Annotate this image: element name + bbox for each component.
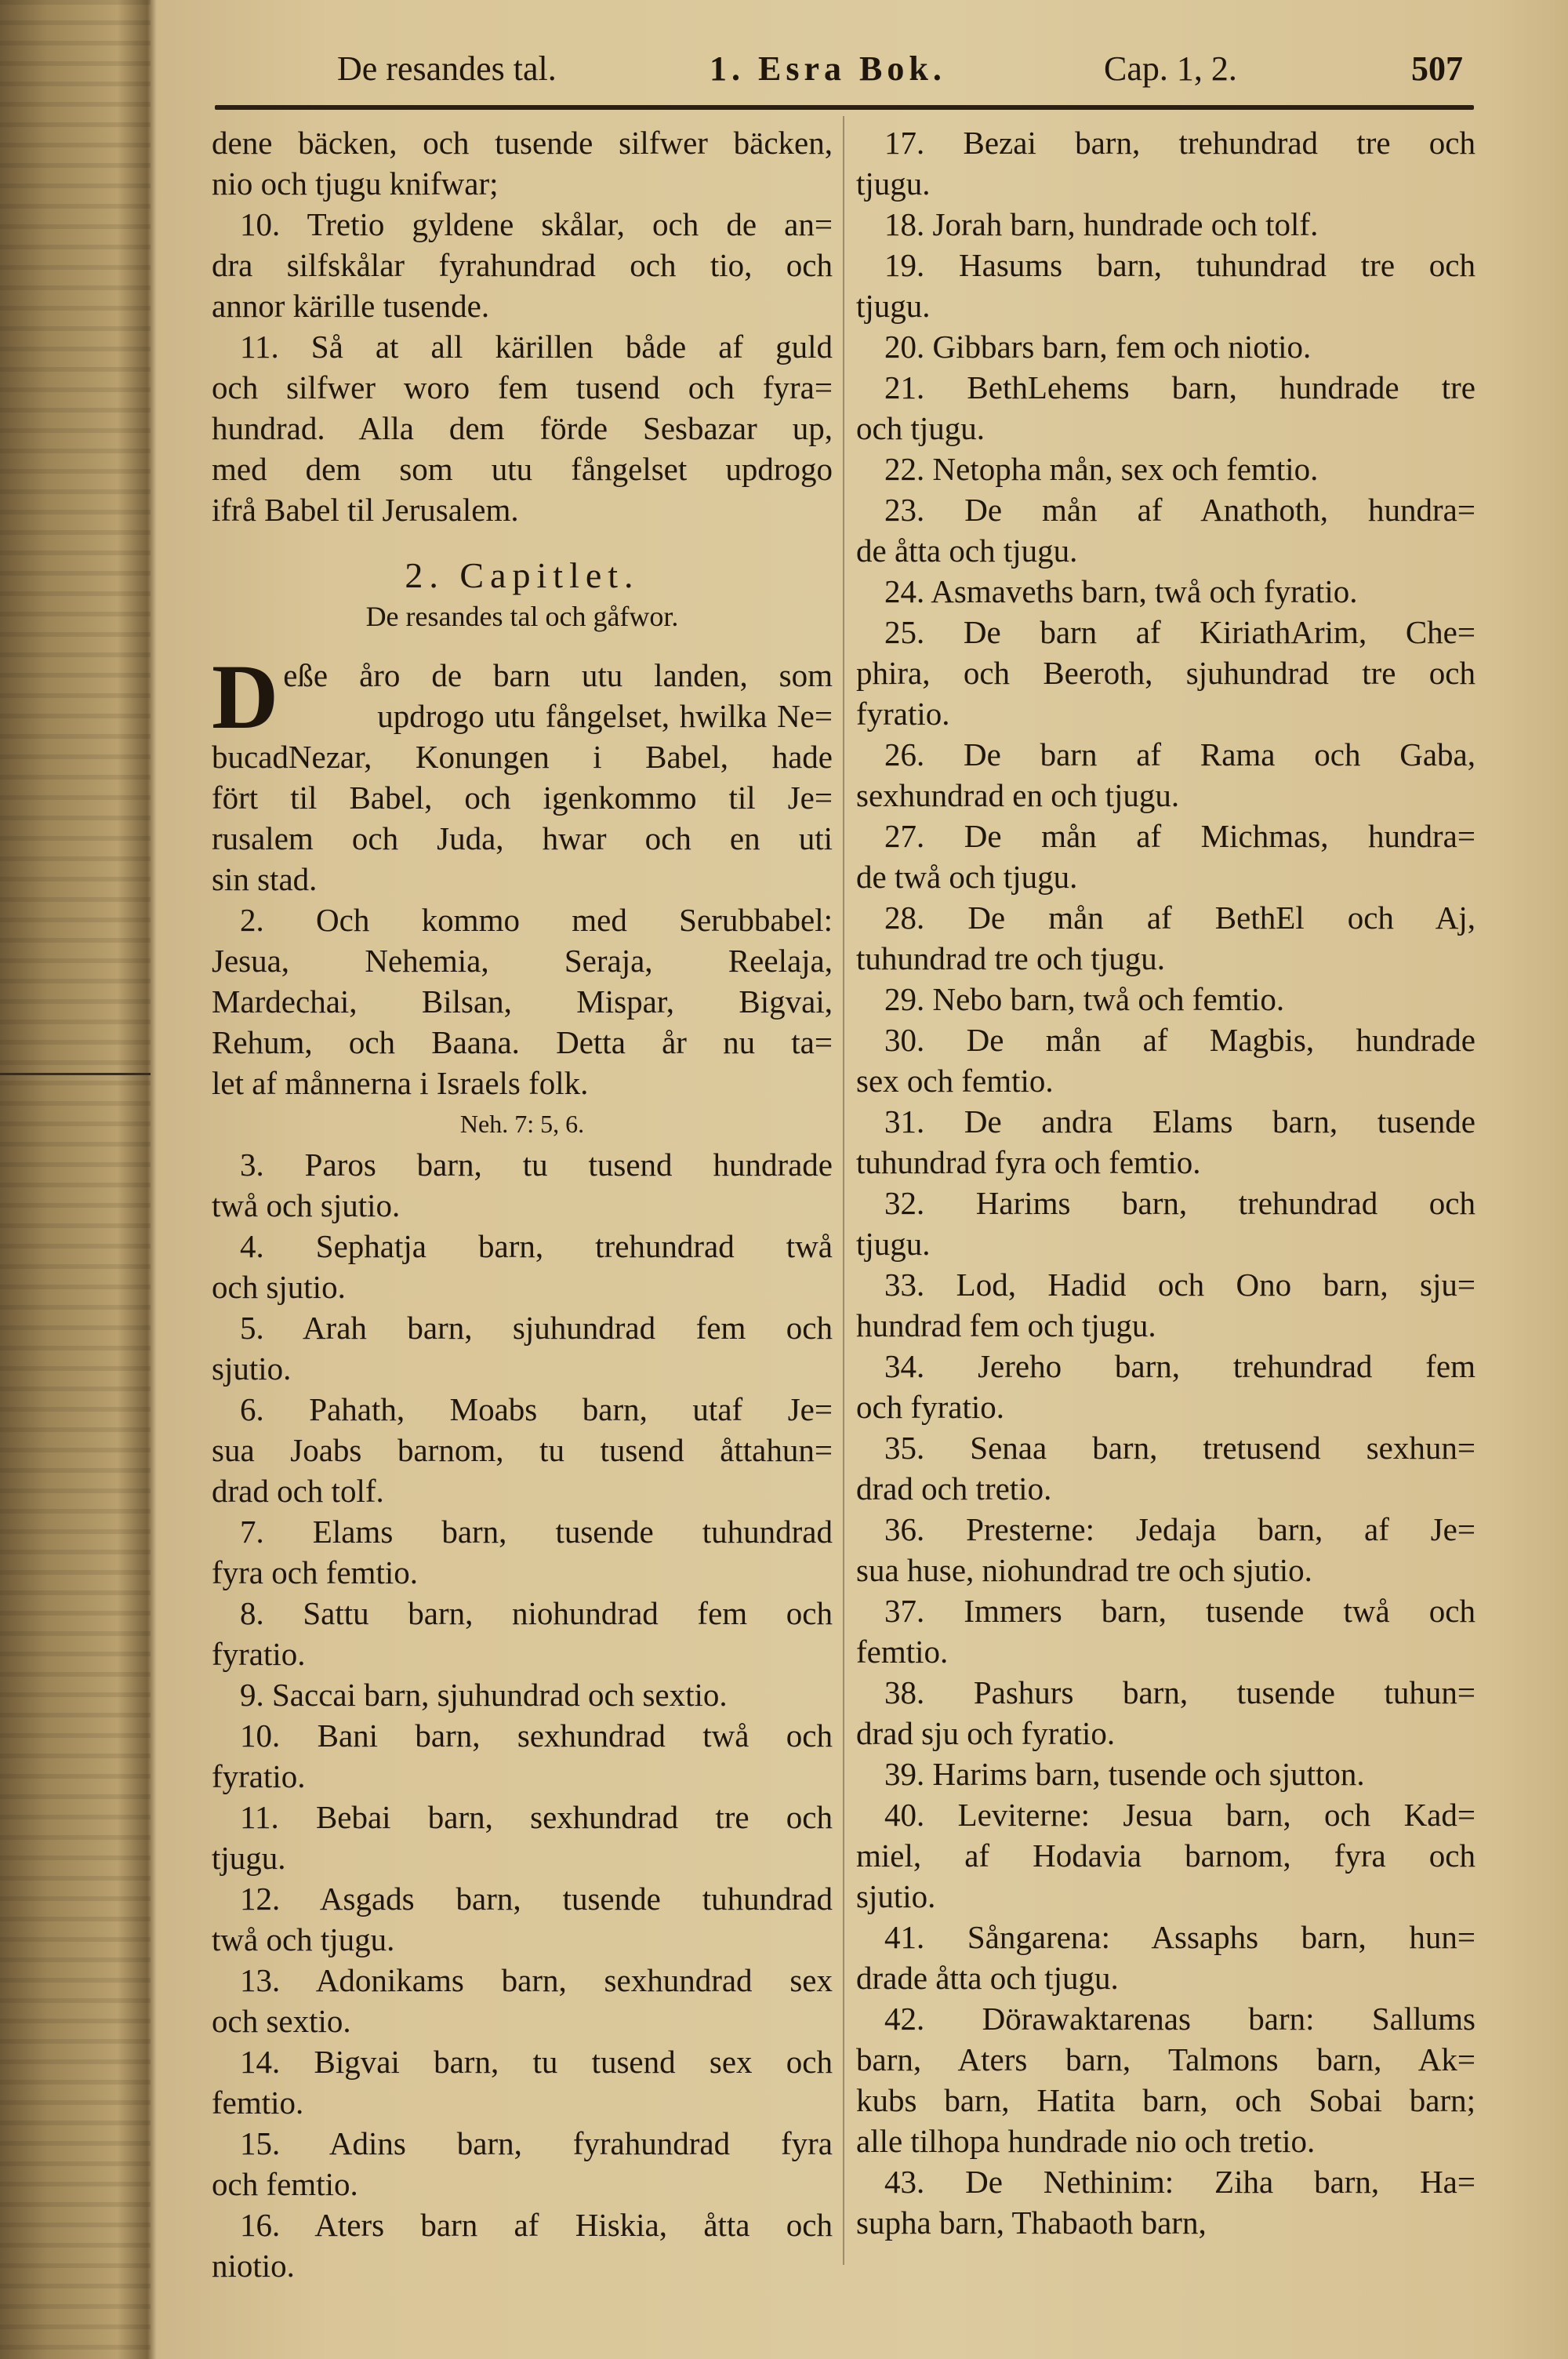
running-title: De resandes tal. [337, 49, 557, 88]
text-line: 31. De andra Elams barn, tusende [884, 1103, 1475, 1140]
header-rule [215, 105, 1474, 110]
chapter-heading: 2. Capitlet. [405, 555, 640, 595]
chapter-summary: De resandes tal och gåfwor. [365, 601, 679, 632]
text-line: hundrad. Alla dem förde Sesbazar up, [212, 410, 833, 446]
text-line: 37. Immers barn, tusende twå och [884, 1593, 1475, 1629]
text-line: och sextio. [212, 2003, 351, 2039]
text-line: 2. Och kommo med Serubbabel: [240, 902, 833, 938]
text-line: 40. Leviterne: Jesua barn, och Kad= [884, 1797, 1475, 1833]
text-line: 5. Arah barn, sjuhundrad fem och [240, 1310, 833, 1346]
previous-page-rule [0, 1073, 151, 1075]
text-line: ifrå Babel til Jerusalem. [212, 492, 519, 528]
text-line: kubs barn, Hatita barn, och Sobai barn; [856, 2082, 1475, 2118]
text-line: 18. Jorah barn, hundrade och tolf. [884, 206, 1319, 242]
text-line: och tjugu. [856, 410, 985, 446]
text-line: fyra och femtio. [212, 1554, 418, 1590]
text-line: 10. Bani barn, sexhundrad twå och [240, 1717, 833, 1754]
left-column-top [212, 122, 833, 530]
text-line: rusalem och Juda, hwar och en uti [212, 820, 833, 856]
text-line: eße åro de barn utu landen, som [283, 657, 833, 693]
text-line: Mardechai, Bilsan, Mispar, Bigvai, [212, 983, 833, 1020]
text-line: 6. Pahath, Moabs barn, utaf Je= [240, 1391, 833, 1427]
column-divider [843, 116, 844, 2265]
text-line: sua Joabs barnom, tu tusend åttahun= [212, 1432, 833, 1468]
text-line: tjugu. [856, 288, 931, 324]
text-line: fyratio. [856, 696, 950, 732]
text-line: drad och tretio. [856, 1470, 1052, 1507]
text-line: femtio. [212, 2085, 304, 2121]
text-line: drad och tolf. [212, 1473, 384, 1509]
text-line: updrogo utu fångelset, hwilka Ne= [377, 698, 833, 734]
text-line: barn, Aters barn, Talmons barn, Ak= [856, 2041, 1475, 2077]
text-line: dene bäcken, och tusende silfwer bäcken, [212, 125, 833, 161]
book-title: 1. Esra Bok. [710, 49, 946, 88]
text-line: niotio. [212, 2248, 295, 2284]
text-line: sex och femtio. [856, 1063, 1054, 1099]
text-line: miel, af Hodavia barnom, fyra och [856, 1837, 1475, 1874]
text-line: 3. Paros barn, tu tusend hundrade [240, 1147, 833, 1183]
text-line: dra silfskålar fyrahundrad och tio, och [212, 247, 833, 283]
text-line: med dem som utu fångelset updrogo [212, 451, 833, 487]
text-line: supha barn, Thabaoth barn, [856, 2205, 1207, 2241]
text-line: tjugu. [856, 165, 931, 202]
text-line: 20. Gibbars barn, fem och niotio. [884, 329, 1312, 365]
text-line: 7. Elams barn, tusende tuhundrad [240, 1514, 833, 1550]
text-line: och silfwer woro fem tusend och fyra= [212, 369, 833, 405]
text-line: fyratio. [212, 1758, 306, 1794]
text-line: 29. Nebo barn, twå och femtio. [884, 981, 1285, 1017]
text-line: 43. De Nethinim: Ziha barn, Ha= [884, 2164, 1475, 2200]
text-line: nio och tjugu knifwar; [212, 165, 499, 202]
text-line: let af månnerna i Israels folk. [212, 1065, 589, 1101]
text-line: 25. De barn af KiriathArim, Che= [884, 614, 1475, 650]
right-column [856, 122, 1475, 2243]
text-line: 8. Sattu barn, niohundrad fem och [240, 1595, 833, 1631]
text-line: hundrad fem och tjugu. [856, 1307, 1156, 1343]
text-line: 34. Jereho barn, trehundrad fem [884, 1348, 1475, 1384]
chapter-body-a [212, 645, 833, 1103]
text-line: 22. Netopha mån, sex och femtio. [884, 451, 1319, 487]
text-line: 33. Lod, Hadid och Ono barn, sju= [884, 1267, 1475, 1303]
text-line: 26. De barn af Rama och Gaba, [884, 736, 1475, 772]
text-line: och sjutio. [212, 1269, 346, 1305]
chapter-range: Cap. 1, 2. [1104, 49, 1237, 88]
text-line: bucadNezar, Konungen i Babel, hade [212, 739, 833, 775]
text-line: drade åtta och tjugu. [856, 1960, 1119, 1996]
text-line: 19. Hasums barn, tuhundrad tre och [884, 247, 1475, 283]
text-line: 11. Bebai barn, sexhundrad tre och [240, 1799, 833, 1835]
chapter-body-b [212, 1144, 833, 2286]
text-line: annor kärille tusende. [212, 288, 490, 324]
text-line: 10. Tretio gyldene skålar, och de an= [240, 206, 833, 242]
text-line: 11. Så at all kärillen både af guld [240, 329, 833, 365]
text-line: tuhundrad tre och tjugu. [856, 940, 1165, 976]
text-line: 9. Saccai barn, sjuhundrad och sextio. [240, 1677, 728, 1713]
text-line: fyratio. [212, 1636, 306, 1672]
text-line: 15. Adins barn, fyrahundrad fyra [240, 2125, 833, 2161]
text-line: de åtta och tjugu. [856, 533, 1078, 569]
text-line: och fyratio. [856, 1389, 1004, 1425]
text-line: 17. Bezai barn, trehundrad tre och [884, 125, 1475, 161]
text-line: 32. Harims barn, trehundrad och [884, 1185, 1475, 1221]
text-line: sjutio. [212, 1350, 292, 1387]
cross-reference: Neh. 7: 5, 6. [459, 1110, 585, 1138]
page-number: 507 [1411, 49, 1463, 88]
text-line: sexhundrad en och tjugu. [856, 777, 1180, 813]
text-line: 12. Asgads barn, tusende tuhundrad [240, 1881, 833, 1917]
text-line: 27. De mån af Michmas, hundra= [884, 818, 1475, 854]
text-line: sin stad. [212, 861, 318, 897]
text-line: sua huse, niohundrad tre och sjutio. [856, 1552, 1312, 1588]
text-line: 36. Presterne: Jedaja barn, af Je= [884, 1511, 1475, 1547]
text-line: 42. Dörawaktarenas barn: Sallums [884, 2001, 1475, 2037]
text-line: tuhundrad fyra och femtio. [856, 1144, 1201, 1180]
drop-cap: D [212, 645, 279, 748]
text-line: drad sju och fyratio. [856, 1715, 1116, 1751]
text-line: 14. Bigvai barn, tu tusend sex och [240, 2044, 833, 2080]
text-line: fört til Babel, och igenkommo til Je= [212, 780, 833, 816]
text-line: 30. De mån af Magbis, hundrade [884, 1022, 1475, 1058]
text-line: tjugu. [212, 1840, 286, 1876]
text-line: sjutio. [856, 1878, 936, 1914]
text-line: femtio. [856, 1634, 949, 1670]
text-line: phira, och Beeroth, sjuhundrad tre och [856, 655, 1475, 691]
text-line: 24. Asmaveths barn, twå och fyratio. [884, 573, 1358, 609]
text-line: tjugu. [856, 1226, 931, 1262]
text-line: Rehum, och Baana. Detta år nu ta= [212, 1024, 833, 1060]
text-line: och femtio. [212, 2166, 358, 2202]
text-line: twå och sjutio. [212, 1187, 401, 1223]
text-line: 28. De mån af BethEl och Aj, [884, 900, 1475, 936]
text-line: 16. Aters barn af Hiskia, åtta och [240, 2207, 833, 2243]
previous-page-edge [0, 0, 151, 2359]
text-line: de twå och tjugu. [856, 859, 1078, 895]
text-line: 41. Sångarena: Assaphs barn, hun= [884, 1919, 1475, 1955]
text-line: alle tilhopa hundrade nio och tretio. [856, 2123, 1316, 2159]
text-line: 35. Senaa barn, tretusend sexhun= [884, 1430, 1475, 1466]
text-line: Jesua, Nehemia, Seraja, Reelaja, [212, 943, 833, 979]
text-line: 4. Sephatja barn, trehundrad twå [240, 1228, 833, 1264]
text-line: 39. Harims barn, tusende och sjutton. [884, 1756, 1365, 1792]
text-line: 38. Pashurs barn, tusende tuhun= [884, 1674, 1475, 1710]
text-line: 23. De mån af Anathoth, hundra= [884, 492, 1475, 528]
text-line: twå och tjugu. [212, 1921, 395, 1957]
text-line: 21. BethLehems barn, hundrade tre [884, 369, 1475, 405]
text-line: 13. Adonikams barn, sexhundrad sex [240, 1962, 833, 1998]
